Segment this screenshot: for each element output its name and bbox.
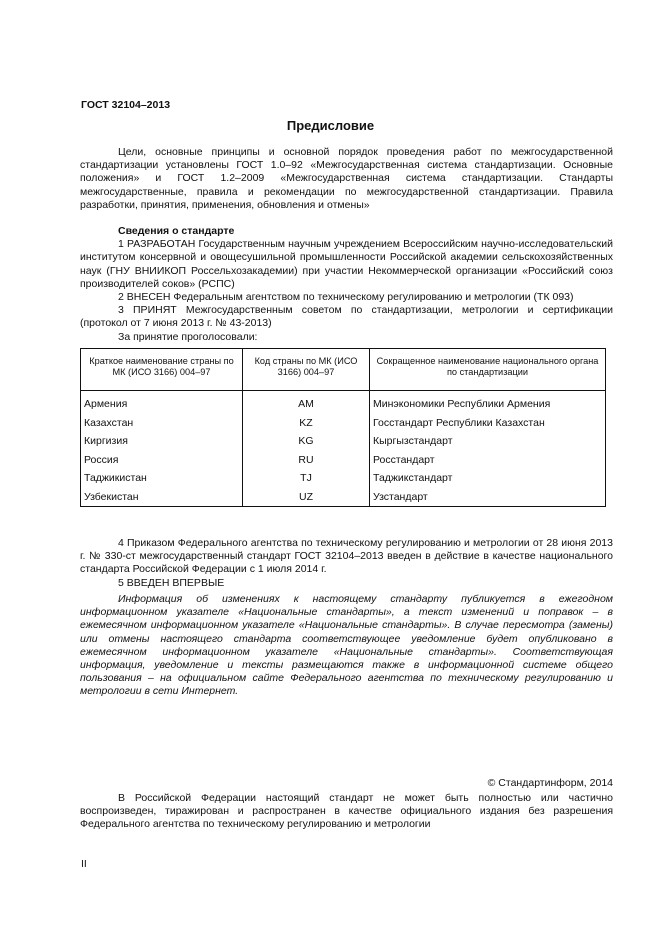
table-row [81, 414, 606, 433]
cell-body: Росстандарт [370, 451, 606, 470]
cell-body: Госстандарт Республики Казахстан [370, 414, 606, 433]
cell-body: Узстандарт [370, 488, 606, 507]
header-body: Сокращенное наименование национального органа по стандартизации [370, 349, 606, 391]
notice-section [80, 593, 613, 699]
standard-info-section [80, 225, 613, 344]
cell-code: TJ [243, 469, 370, 488]
enactment-section [80, 537, 613, 590]
cell-country: Таджикистан [81, 469, 243, 488]
cell-body: Кыргызстандарт [370, 432, 606, 451]
voted-label: За принятие проголосовали: [118, 330, 258, 343]
table-row [81, 432, 606, 451]
header-country: Краткое наименование страны по МК (ИСО 3166) 004–97 [81, 349, 243, 391]
cell-country: Казахстан [81, 414, 243, 433]
cell-body: Минэкономики Республики Армения [370, 391, 606, 414]
page-number: II [81, 858, 87, 870]
header-code: Код страны по МК (ИСО 3166) 004–97 [243, 349, 370, 391]
copyright-text: © Стандартинформ, 2014 [487, 777, 613, 789]
table-row [81, 391, 606, 414]
rights-paragraph: В Российской Федерации настоящий стандарт не может быть полностью или частично воспроизведен, тиражирован и распространен в качестве официального издания без разрешения Федерального агентства по техническому регулированию и метрологии [80, 792, 613, 831]
cell-code: UZ [243, 488, 370, 507]
copyright-line [80, 777, 613, 790]
cell-country: Киргизия [81, 432, 243, 451]
cell-body: Таджикстандарт [370, 469, 606, 488]
cell-country: Армения [81, 391, 243, 414]
cell-code: KG [243, 432, 370, 451]
info-item-5: 5 ВВЕДЕН ВПЕРВЫЕ [118, 576, 225, 589]
info-item-2: 2 ВНЕСЕН Федеральным агентством по техническому регулированию и метрологии (ТК 093) [118, 291, 574, 304]
info-item-1: 1 РАЗРАБОТАН Государственным научным учреждением Всероссийским научно-исследовательский институтом консервной и овощесушильной промышленности Российской академии сельскохозяйственных наук (ГНУ ВНИИКОП Россельхозакадемии) при участии Некоммерческой организации «Российский союз производителей соков» (РСПС) [80, 238, 613, 290]
intro-paragraph: Цели, основные принципы и основной порядок проведения работ по межгосударственной стандартизации установлены ГОСТ 1.0–92 «Межгосударственная система стандартизации. Основные положения» и ГОСТ 1.2–2009 «Межгосударственная система стандартизации. Стандарты межгосударственные, правила и рекомендации по межгосударственной стандартизации. Правила разработки, принятия, применения, обновления и отмены» [80, 146, 613, 211]
table-row [81, 488, 606, 507]
table-header-row [81, 349, 606, 391]
cell-country: Узбекистан [81, 488, 243, 507]
table-row [81, 451, 606, 470]
document-code-header: ГОСТ 32104–2013 [81, 99, 171, 111]
rights-section [80, 792, 613, 832]
standard-info-heading: Сведения о стандарте [118, 225, 235, 237]
info-item-4: 4 Приказом Федерального агентства по техническому регулированию и метрологии от 28 июня 2013 г. № 330-ст межгосударственный стандарт ГОСТ 32104–2013 введен в действие в качестве национального стандарта Российской Федерации с 1 июля 2014 г. [80, 537, 613, 576]
intro-section [80, 146, 613, 212]
page-title: Предисловие [286, 118, 375, 133]
table-row [81, 469, 606, 488]
info-item-3: 3 ПРИНЯТ Межгосударственным советом по стандартизации, метрологии и сертификации (протокол от 7 июня 2013 г. № 43-2013) [80, 304, 613, 330]
cell-code: KZ [243, 414, 370, 433]
cell-code: AM [243, 391, 370, 414]
cell-country: Россия [81, 451, 243, 470]
countries-table [80, 348, 606, 507]
notice-paragraph: Информация об изменениях к настоящему стандарту публикуется в ежегодном информационном указателе «Национальные стандарты», а текст изменений и поправок – в ежемесячном информационном указателе «Национальные стандарты». В случае пересмотра (замены) или отмены настоящего стандарта соответствующее уведомление будет опубликовано в ежемесячном информационном указателе «Национальные стандарты». Соответствующая информация, уведомление и тексты размещаются также в информационной системе общего пользования – на официальном сайте Федерального агентства по техническому регулированию и метрологии в сети Интернет. [80, 593, 613, 698]
cell-code: RU [243, 451, 370, 470]
